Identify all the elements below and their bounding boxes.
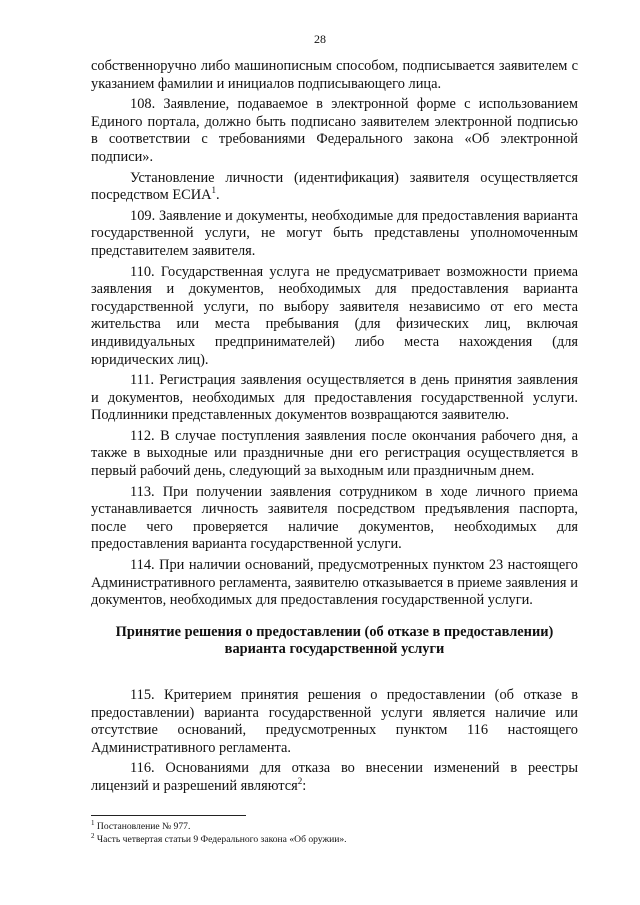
paragraph-text: Установление личности (идентификация) заявителя осуществляется посредством ЕСИА: [91, 169, 578, 204]
paragraph-111: [91, 372, 578, 425]
paragraph-113: [91, 484, 578, 554]
document-body: [91, 58, 578, 799]
page-number: 28: [314, 32, 326, 46]
paragraph-text: 114. При наличии оснований, предусмотренных пунктом 23 настоящего Административного регламента, заявителю отказывается в приеме заявления и документов, необходимых для предоставления государственной услуги.: [91, 557, 578, 609]
footnote-ref-2: 2: [297, 776, 303, 787]
paragraph-text: 112. В случае поступления заявления после окончания рабочего дня, а также в выходные или праздничные дни его регистрация осуществляется в первый рабочий день, следующий за выходным или праздничным днем.: [91, 427, 578, 480]
footnote-text: Постановление № 977.: [96, 821, 191, 832]
paragraph-109: [91, 208, 578, 261]
paragraph-punctuation: :: [302, 777, 307, 794]
paragraph-text: 108. Заявление, подаваемое в электронной форме с использованием Единого портала, должно быть подписано заявителем электронной подписью в соответствии с требованиями Федерального закона «Об электронной подписи».: [91, 96, 578, 165]
footnote-mark: 1: [91, 818, 95, 827]
footnotes: [91, 820, 578, 846]
paragraph-text: 113. При получении заявления сотрудником в ходе личного приема устанавливается личность заявителя посредством предъявления паспорта, после чего проверяется наличие документов, необходимых для предоставления варианта государственной услуги.: [91, 483, 578, 553]
paragraph-116: [91, 760, 578, 795]
paragraph-115: [91, 687, 578, 757]
paragraph-text: 116. Основаниями для отказа во внесении изменений в реестры лицензий и разрешений являются: [91, 760, 578, 794]
footnote-mark: 2: [91, 831, 95, 840]
paragraph-continuation: [91, 58, 578, 93]
section-heading-line-1: Принятие решения о предоставлении (об отказе в предоставлении): [115, 623, 554, 640]
paragraph-text: 110. Государственная услуга не предусматривает возможности приема заявления и документов, необходимых для предоставления варианта государственной услуги, по выбору заявителя независимо от его места жительства или места пребывания (для физических лиц, включая индивидуальных предпринимателей) либо места нахождения (для юридических лиц).: [91, 263, 578, 368]
paragraph-text: 111. Регистрация заявления осуществляется в день принятия заявления и документов, необходимых для предоставления государственной услуги. Подлинники представленных документов возвращаются заявителю.: [91, 372, 578, 424]
paragraph-text: 115. Критерием принятия решения о предоставлении (об отказе в предоставлении) варианта государственной услуги является наличие или отсутствие оснований, предусмотренных пунктом 116 настоящего Административного регламента.: [91, 687, 578, 756]
paragraph-identification: [91, 170, 578, 205]
paragraph-114: [91, 557, 578, 610]
footnote-separator: [91, 815, 246, 816]
paragraph-108: [91, 96, 578, 166]
paragraph-110: [91, 264, 578, 370]
paragraph-text: 109. Заявление и документы, необходимые для предоставления варианта государственной услуги, не могут быть представлены уполномоченным представителем заявителя.: [91, 207, 578, 259]
section-heading: [91, 624, 578, 659]
footnote-2: [91, 833, 578, 846]
section-heading-line-2: варианта государственной услуги: [224, 641, 445, 658]
footnote-ref-1: 1: [211, 185, 217, 196]
footnote-text: Часть четвертая статьи 9 Федерального закона «Об оружии».: [96, 834, 347, 845]
paragraph-112: [91, 428, 578, 481]
paragraph-punctuation: .: [216, 187, 220, 204]
paragraph-text: собственноручно либо машинописным способом, подписывается заявителем с указанием фамилии и инициалов подписывающего лица.: [91, 58, 578, 92]
footnote-1: [91, 820, 578, 833]
